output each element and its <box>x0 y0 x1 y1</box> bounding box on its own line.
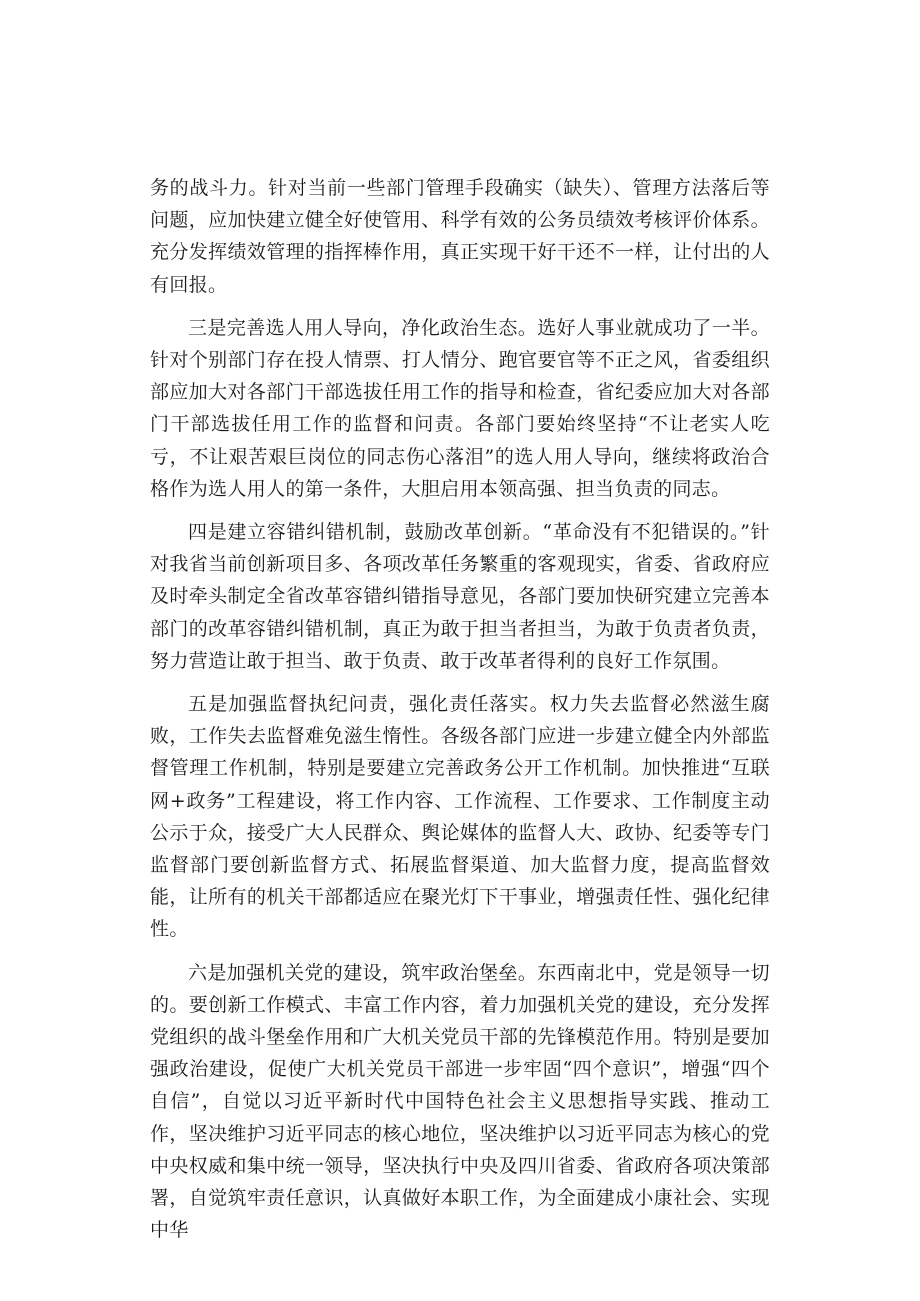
paragraph-error-tolerance: 四是建立容错纠错机制，鼓励改革创新。“革命没有不犯错误的。”针对我省当前创新项目多、各项改革任务繁重的客观现实，省委、省政府应及时牵头制定全省改革容错纠错指导意见，各部门要加快研究建立完善本部门的改革容错纠错机制，真正为敢于担当者担当，为敢于负责者负责，努力营造让敢于担当、敢于负责、敢于改革者得利的良好工作氛围。 <box>150 521 770 672</box>
paragraph-selection-guidance: 三是完善选人用人导向，净化政治生态。选好人事业就成功了一半。针对个别部门存在投人情票、打人情分、跑官要官等不正之风，省委组织部应加大对各部门干部选拔任用工作的指导和检查，省纪委应加大对各部门干部选拔任用工作的监督和问责。各部门要始终坚持“不让老实人吃亏，不让艰苦艰巨岗位的同志伤心落泪”的选人用人导向，继续将政治合格作为选人用人的第一条件，大胆启用本领高强、担当负责的同志。 <box>150 316 770 500</box>
paragraph-continuation: 务的战斗力。针对当前一些部门管理手段确实（缺失）、管理方法落后等问题，应加快建立健全好使管用、科学有效的公务员绩效考核评价体系。充分发挥绩效管理的指挥棒作用，真正实现干好干还不一样，让付出的人有回报。 <box>150 177 770 296</box>
paragraph-supervision: 五是加强监督执纪问责，强化责任落实。权力失去监督必然滋生腐败，工作失去监督难免滋生惰性。各级各部门应进一步建立健全内外部监督管理工作机制，特别是要建立完善政务公开工作机制。加快推进“互联网+政务”工程建设，将工作内容、工作流程、工作要求、工作制度主动公示于众，接受广大人民群众、舆论媒体的监督人大、政协、纪委等专门监督部门要创新监督方式、拓展监督渠道、加大监督力度，提高监督效能，让所有的机关干部都适应在聚光灯下干事业，增强责任性、强化纪律性。 <box>150 693 770 941</box>
document-body <box>150 172 770 1247</box>
paragraph-party-building: 六是加强机关党的建设，筑牢政治堡垒。东西南北中，党是领导一切的。要创新工作模式、丰富工作内容，着力加强机关党的建设，充分发挥党组织的战斗堡垒作用和广大机关党员干部的先锋模范作用。特别是要加强政治建设，促使广大机关党员干部进一步牢固“四个意识”，增强“四个自信”，自觉以习近平新时代中国特色社会主义思想指导实践、推动工作，坚决维护习近平同志的核心地位，坚决维护以习近平同志为核心的党中央权威和集中统一领导，坚决执行中央及四川省委、省政府各项决策部署，自觉筑牢责任意识，认真做好本职工作，为全面建成小康社会、实现中华 <box>150 961 770 1242</box>
